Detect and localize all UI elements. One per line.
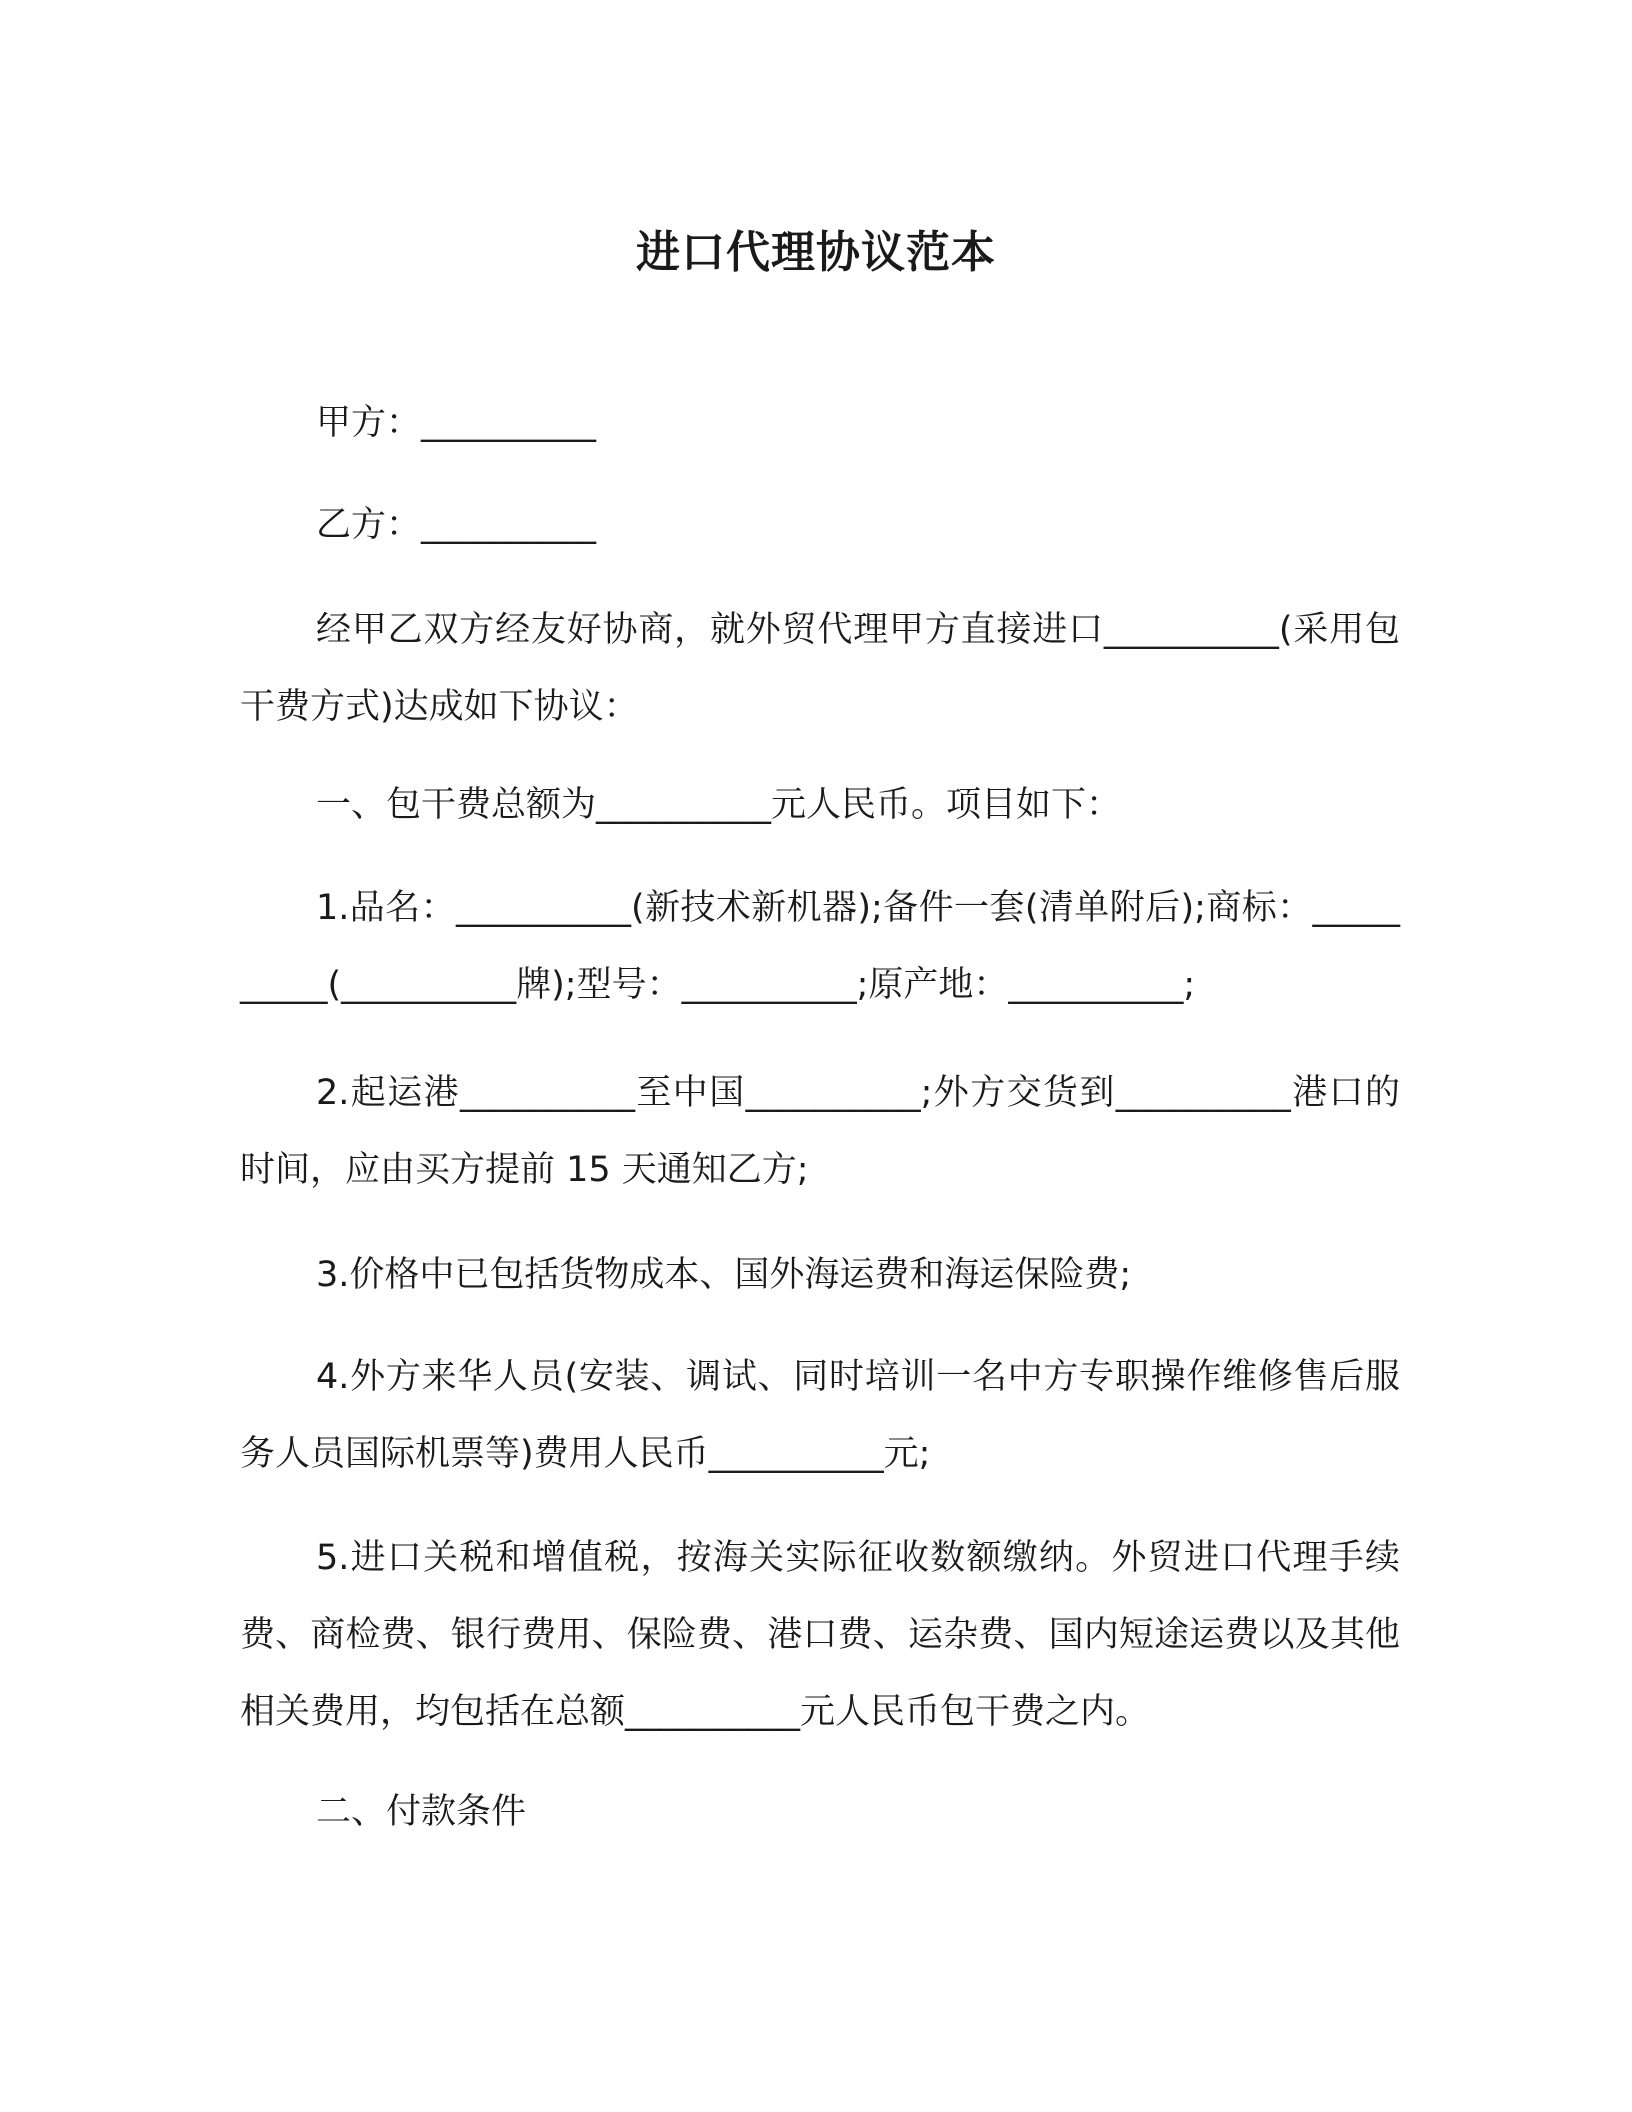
item-2-paragraph: 2.起运港__________至中国__________;外方交货到__________港口的时间，应由买方提前 15 天通知乙方; — [240, 1073, 1400, 1190]
section1-heading: 一、包干费总额为__________元人民币。项目如下： — [316, 785, 1122, 825]
item-4-paragraph: 4.外方来华人员(安装、调试、同时培训一名中方专职操作维修售后服务人员国际机票等)费用人民币__________元; — [240, 1357, 1400, 1474]
document-title: 进口代理协议范本 — [636, 227, 996, 278]
party-b-line: 乙方：__________ — [316, 505, 597, 545]
party-a-line: 甲方：__________ — [316, 403, 597, 443]
intro-paragraph: 经甲乙双方经友好协商，就外贸代理甲方直接进口__________(采用包干费方式)达成如下协议： — [240, 610, 1400, 727]
item-5-paragraph: 5.进口关税和增值税，按海关实际征收数额缴纳。外贸进口代理手续费、商检费、银行费用、保险费、港口费、运杂费、国内短途运费以及其他相关费用，均包括在总额__________元人民币包干费之内。 — [240, 1538, 1400, 1732]
item-3-paragraph: 3.价格中已包括货物成本、国外海运费和海运保险费; — [316, 1255, 1132, 1295]
section2-heading: 二、付款条件 — [316, 1792, 527, 1832]
item-1-paragraph: 1.品名：__________(新技术新机器);备件一套(清单附后);商标：__________(__________牌);型号：__________;原产地：__________; — [240, 888, 1400, 1005]
